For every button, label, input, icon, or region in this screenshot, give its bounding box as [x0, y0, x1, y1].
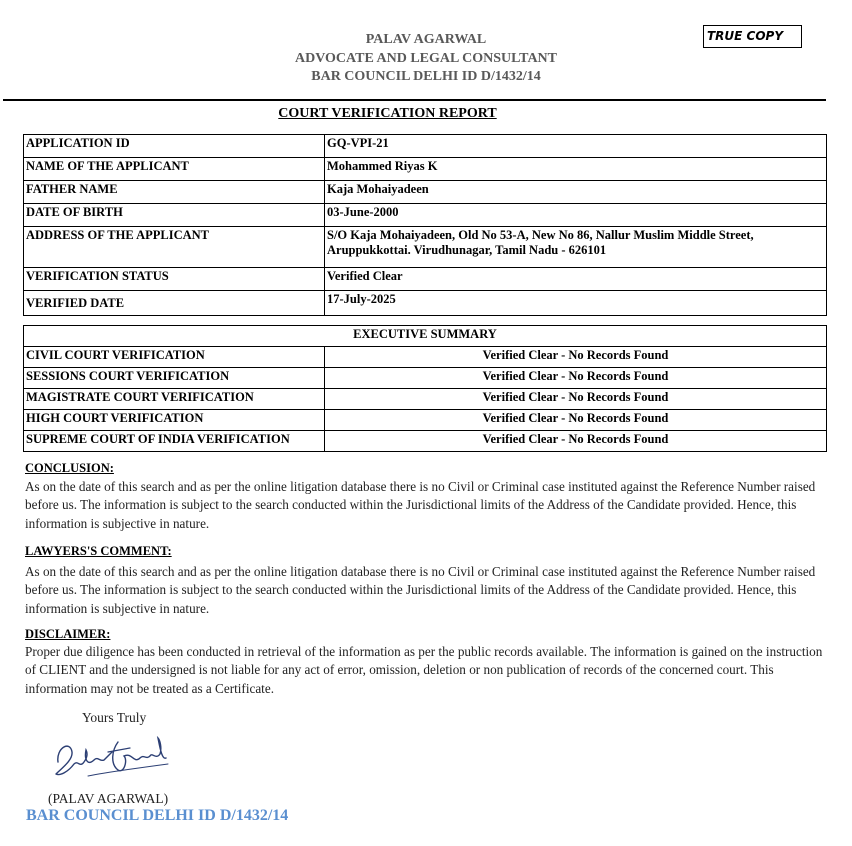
detail-label: DATE OF BIRTH	[24, 204, 325, 227]
summary-value: Verified Clear - No Records Found	[325, 410, 827, 431]
lawyers-comment-text: As on the date of this search and as per the online litigation database there is no Civil or Criminal case instituted against the Reference Number raised before us. The information is subject to the search conducted within the Jurisdictional limits of the Address of the Candidate provided. Hence, this information is subjective in nature.	[25, 564, 816, 616]
signature-icon	[48, 730, 178, 788]
detail-value: Verified Clear	[325, 268, 827, 291]
summary-value: Verified Clear - No Records Found	[325, 368, 827, 389]
detail-value: Mohammed Riyas K	[325, 158, 827, 181]
summary-label: HIGH COURT VERIFICATION	[24, 410, 325, 431]
executive-summary-table	[23, 325, 827, 452]
advocate-name: PALAV AGARWAL	[365, 32, 487, 47]
address-line-2: Aruppukkottai. Virudhunagar, Tamil Nadu - 626101	[327, 243, 607, 257]
table-row	[24, 181, 827, 204]
summary-value: Verified Clear - No Records Found	[325, 347, 827, 368]
address-line-1: S/O Kaja Mohaiyadeen, Old No 53-A, New No 86, Nallur Muslim Middle Street,	[327, 228, 754, 242]
signatory-bar-id: BAR COUNCIL DELHI ID D/1432/14	[26, 807, 289, 824]
table-row	[24, 389, 827, 410]
detail-label: FATHER NAME	[24, 181, 325, 204]
detail-label: VERIFICATION STATUS	[24, 268, 325, 291]
summary-label: SESSIONS COURT VERIFICATION	[24, 368, 325, 389]
table-row	[24, 158, 827, 181]
detail-value: GQ-VPI-21	[325, 135, 827, 158]
executive-summary-title: EXECUTIVE SUMMARY	[24, 326, 827, 347]
table-row	[24, 204, 827, 227]
disclaimer-text: Proper due diligence has been conducted in retrieval of the information as per the public records available. The information is gained on the instruction of CLIENT and the undersigned is not liable for any act of error, omission, deletion or non publication of records of the concerned court. This information may not be treated as a Certificate.	[25, 644, 823, 696]
detail-label: VERIFIED DATE	[24, 291, 325, 316]
table-row	[24, 135, 827, 158]
table-row	[24, 410, 827, 431]
detail-label: ADDRESS OF THE APPLICANT	[24, 227, 325, 268]
report-title: COURT VERIFICATION REPORT	[278, 106, 497, 121]
table-row	[24, 227, 827, 268]
detail-value: 17-July-2025	[325, 291, 827, 316]
advocate-designation: ADVOCATE AND LEGAL CONSULTANT	[294, 50, 557, 66]
summary-label: CIVIL COURT VERIFICATION	[24, 347, 325, 368]
header-divider	[3, 99, 826, 101]
true-copy-stamp: TRUE COPY	[703, 25, 802, 48]
detail-value	[325, 227, 827, 268]
salutation: Yours Truly	[82, 710, 147, 725]
table-row	[24, 326, 827, 347]
detail-label: APPLICATION ID	[24, 135, 325, 158]
table-row	[24, 268, 827, 291]
summary-label: SUPREME COURT OF INDIA VERIFICATION	[24, 431, 325, 452]
signatory-name: (PALAV AGARWAL)	[48, 791, 169, 806]
conclusion-text: As on the date of this search and as per the online litigation database there is no Civil or Criminal case instituted against the Reference Number raised before us. The information is subject to the search conducted within the Jurisdictional limits of the Address of the Candidate provided. Hence, this information is subjective in nature.	[25, 479, 816, 531]
table-row	[24, 368, 827, 389]
detail-value: Kaja Mohaiyadeen	[325, 181, 827, 204]
applicant-details-table	[23, 134, 827, 316]
advocate-bar-id: BAR COUNCIL DELHI ID D/1432/14	[311, 69, 541, 84]
table-row	[24, 431, 827, 452]
table-row	[24, 291, 827, 316]
summary-value: Verified Clear - No Records Found	[325, 431, 827, 452]
detail-value: 03-June-2000	[325, 204, 827, 227]
detail-label: NAME OF THE APPLICANT	[24, 158, 325, 181]
disclaimer-title: DISCLAIMER:	[25, 627, 111, 641]
table-row	[24, 347, 827, 368]
lawyers-comment-title: LAWYERS'S COMMENT:	[25, 544, 172, 558]
conclusion-title: CONCLUSION:	[25, 461, 114, 475]
summary-label: MAGISTRATE COURT VERIFICATION	[24, 389, 325, 410]
summary-value: Verified Clear - No Records Found	[325, 389, 827, 410]
